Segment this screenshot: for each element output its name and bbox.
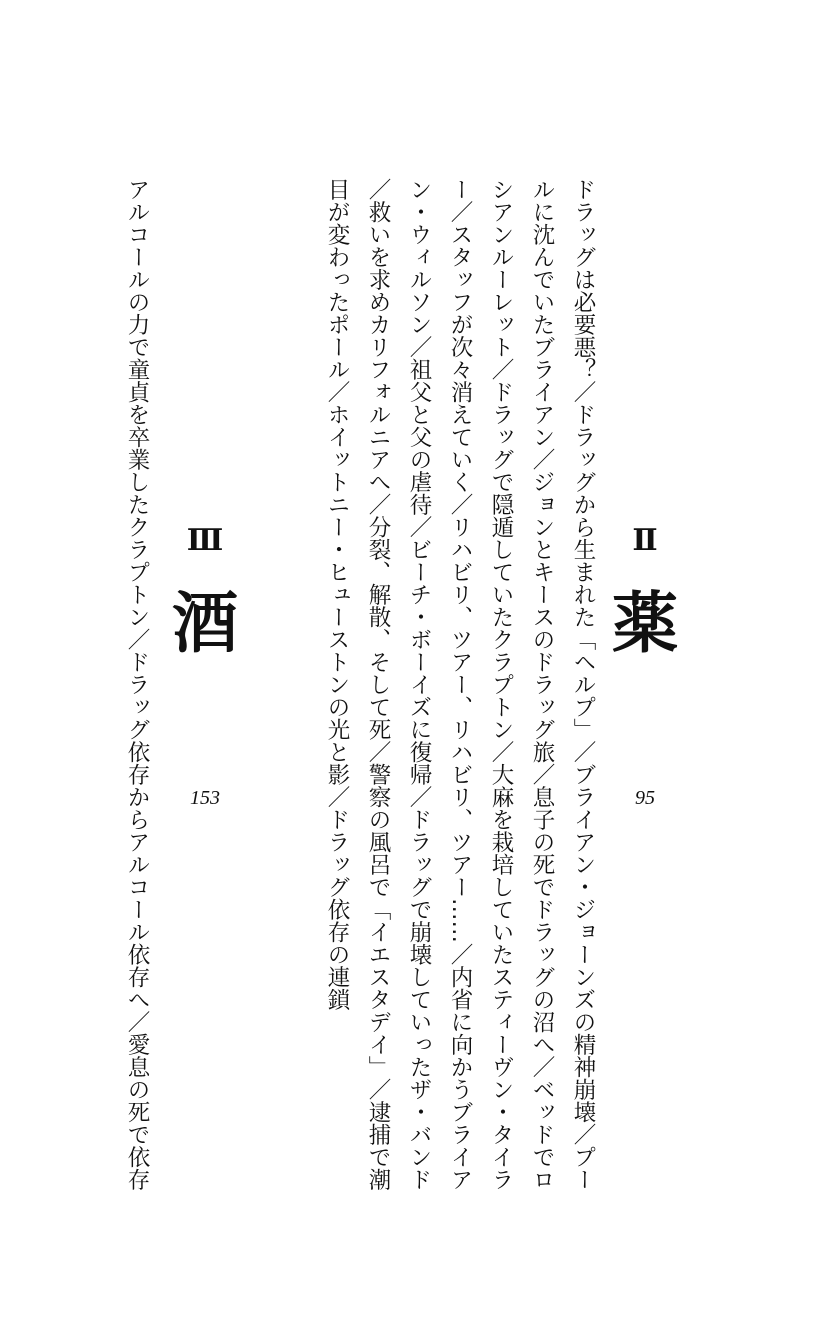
section-2-line-1: ドラッグは必要悪？／ドラッグから生まれた「ヘルプ」／ブライアン・ジョーンズの精神崩壊／プー <box>570 178 596 1191</box>
section-2-line-2: ルに沈んでいたブライアン／ジョンとキースのドラッグ旅／息子の死でドラッグの沼へ／ベッドでロ <box>529 178 555 1191</box>
section-2-numeral: Ⅱ <box>632 523 658 558</box>
section-2-line-4: ー／スタッフが次々消えていく／リハビリ、ツアー、リハビリ、ツアー……／内省に向かうブライア <box>447 178 473 1191</box>
section-3-page-number: 153 <box>190 787 220 809</box>
section-2-title: 薬 <box>612 584 678 662</box>
section-3-line-1: アルコールの力で童貞を卒業したクラプトン／ドラッグ依存からアルコール依存へ／愛息の死で依存 <box>124 178 150 1191</box>
section-2-line-5: ン・ウィルソン／祖父と父の虐待／ビーチ・ボーイズに復帰／ドラッグで崩壊していったザ・バンド <box>406 178 432 1191</box>
section-3-title: 酒 <box>172 584 238 662</box>
section-2-line-6: ／救いを求めカリフォルニアへ／分裂、解散、そして死／警察の風呂で「イエスタデイ」／逮捕で潮 <box>365 178 391 1191</box>
section-3-numeral: Ⅲ <box>186 523 224 558</box>
section-2-line-3: シアンルーレット／ドラッグで隠遁していたクラプトン／大麻を栽培していたスティーヴン・タイラ <box>488 178 514 1191</box>
section-2-page-number: 95 <box>635 787 655 809</box>
section-2-line-7: 目が変わったポール／ホイットニー・ヒューストンの光と影／ドラッグ依存の連鎖 <box>324 178 350 1011</box>
